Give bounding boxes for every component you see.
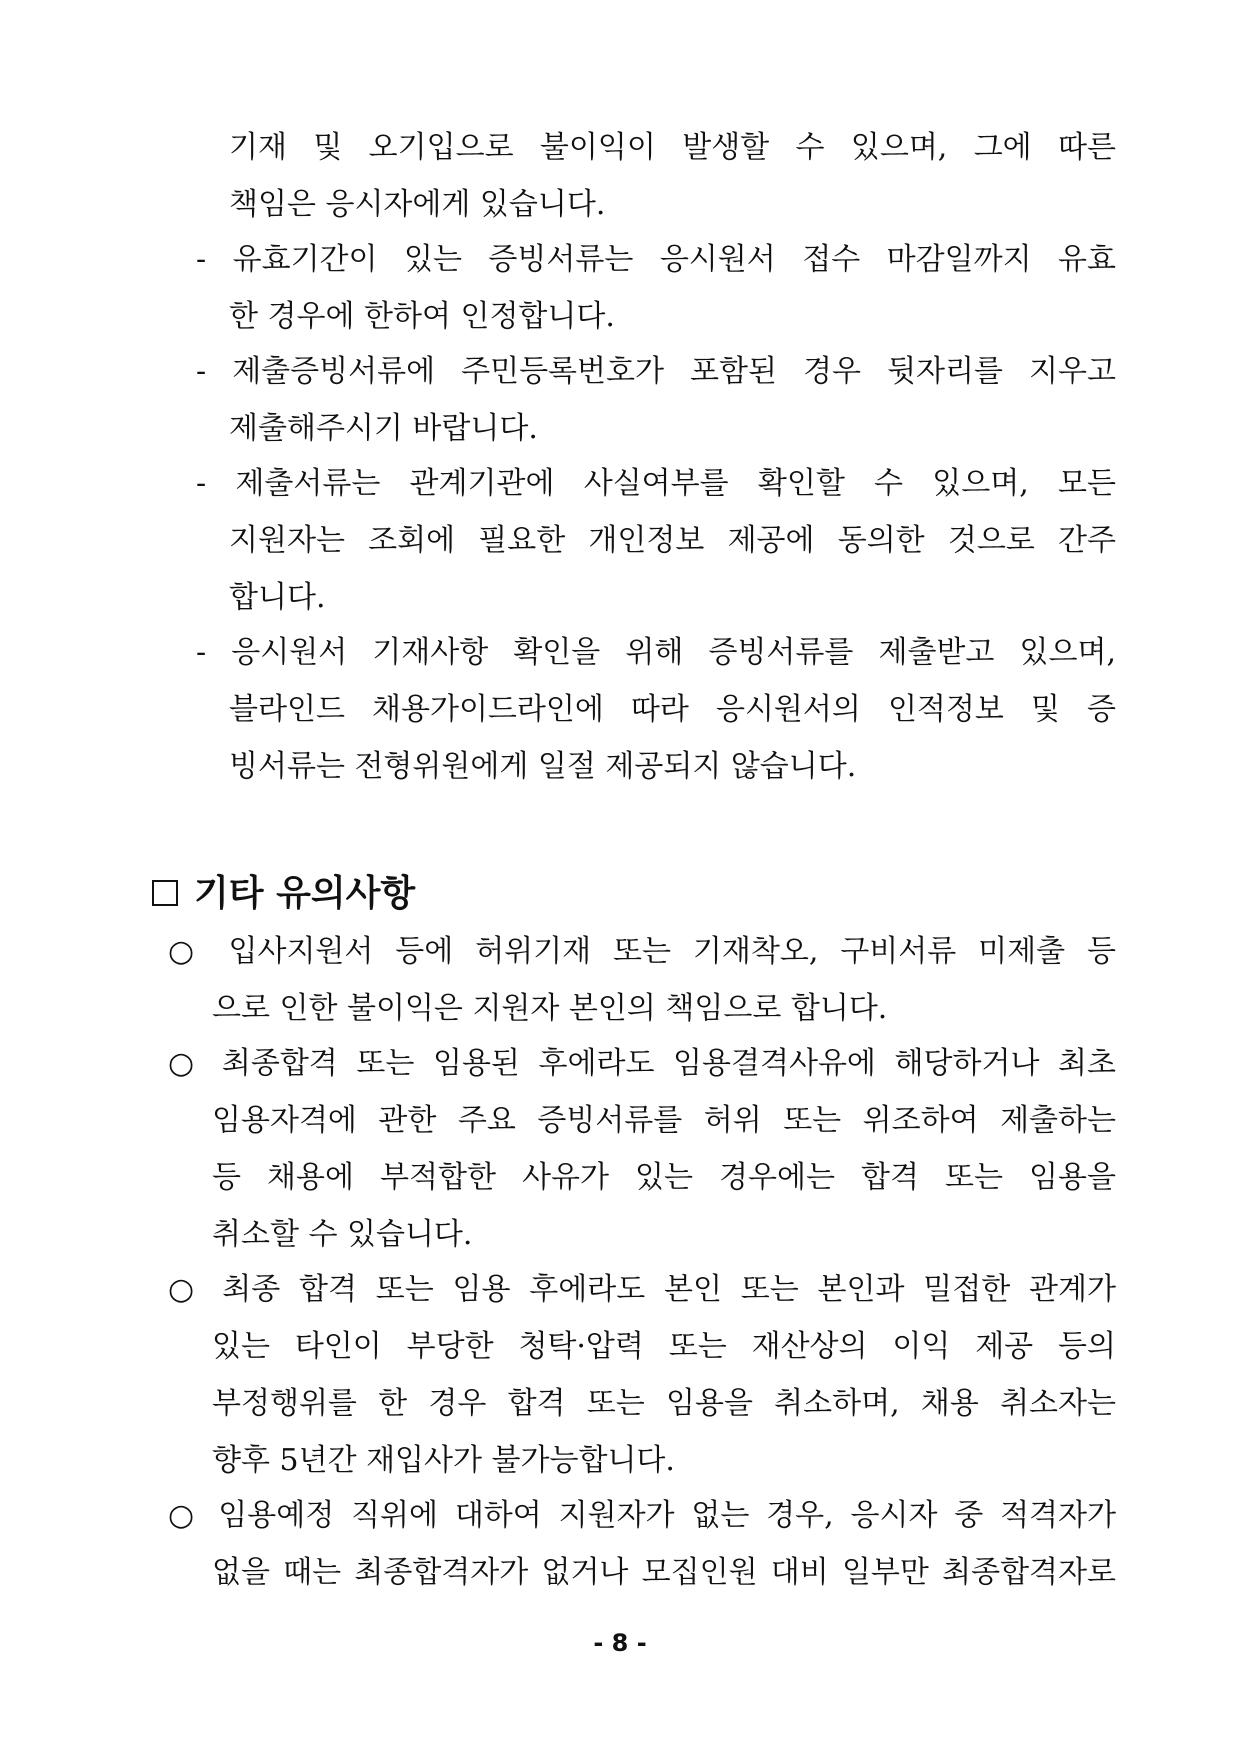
circle-item-line: 부정행위를 한 경우 합격 또는 임용을 취소하며, 채용 취소자는 (212, 1386, 1116, 1421)
circle-item-line: 임용자격에 관한 주요 증빙서류를 허위 또는 위조하여 제출하는 (212, 1103, 1116, 1138)
circle-item-line: 향후 5년간 재입사가 불가능합니다. (212, 1443, 675, 1478)
dash-item-line: 제출해주시기 바랍니다. (229, 411, 538, 446)
dash-item-line: 빙서류는 전형위원에게 일절 제공되지 않습니다. (229, 749, 857, 784)
dash-item-line: - 제출증빙서류에 주민등록번호가 포함된 경우 뒷자리를 지우고 (196, 354, 1116, 389)
page-number: - 8 - (593, 1629, 647, 1657)
dash-item-line: - 유효기간이 있는 증빙서류는 응시원서 접수 마감일까지 유효 (196, 242, 1116, 277)
paragraph-line: 기재 및 오기입으로 불이익이 발생할 수 있으며, 그에 따른 (229, 130, 1116, 165)
circle-item-line: 없을 때는 최종합격자가 없거나 모집인원 대비 일부만 최종합격자로 (212, 1555, 1116, 1590)
checkbox-square-icon (152, 880, 178, 906)
dash-item-line: - 제출서류는 관계기관에 사실여부를 확인할 수 있으며, 모든 (196, 466, 1116, 501)
paragraph-line: 책임은 응시자에게 있습니다. (229, 187, 606, 222)
dash-item-line: 한 경우에 한하여 인정합니다. (229, 299, 615, 334)
section-heading (152, 870, 415, 918)
circle-item-line: 취소할 수 있습니다. (212, 1217, 473, 1252)
circle-item-line: 등 채용에 부적합한 사유가 있는 경우에는 합격 또는 임용을 (212, 1160, 1116, 1195)
dash-item-line: 블라인드 채용가이드라인에 따라 응시원서의 인적정보 및 증 (229, 692, 1116, 727)
dash-item-line: 합니다. (229, 580, 326, 615)
circle-item-line: ○ 최종 합격 또는 임용 후에라도 본인 또는 본인과 밀접한 관계가 (168, 1272, 1116, 1307)
circle-item-line: ○ 최종합격 또는 임용된 후에라도 임용결격사유에 해당하거나 최초 (168, 1046, 1116, 1081)
section-heading-text: 기타 유의사항 (194, 873, 416, 914)
circle-item-line: ○ 입사지원서 등에 허위기재 또는 기재착오, 구비서류 미제출 등 (168, 934, 1116, 969)
circle-item-line: ○ 임용예정 직위에 대하여 지원자가 없는 경우, 응시자 중 적격자가 (168, 1498, 1116, 1533)
circle-item-line: 으로 인한 불이익은 지원자 본인의 책임으로 합니다. (212, 991, 888, 1026)
dash-item-line: 지원자는 조회에 필요한 개인정보 제공에 동의한 것으로 간주 (229, 523, 1116, 558)
dash-item-line: - 응시원서 기재사항 확인을 위해 증빙서류를 제출받고 있으며, (196, 635, 1116, 670)
circle-item-line: 있는 타인이 부당한 청탁·압력 또는 재산상의 이익 제공 등의 (212, 1329, 1116, 1364)
